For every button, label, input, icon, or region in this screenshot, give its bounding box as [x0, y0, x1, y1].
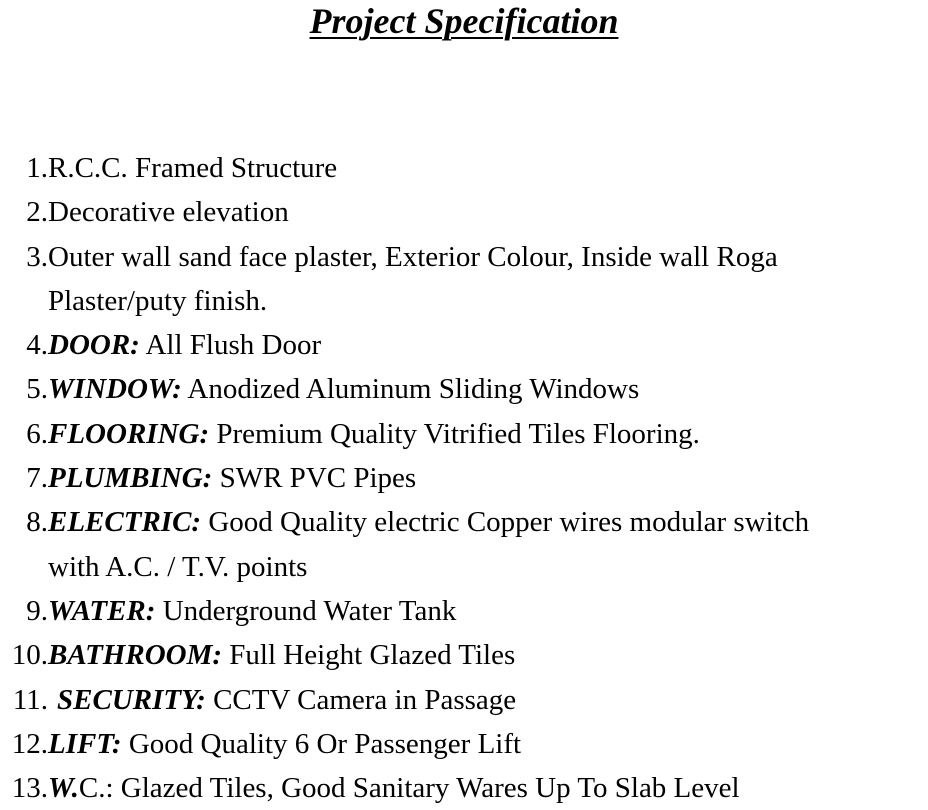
- item-text: Decorative elevation: [48, 196, 289, 229]
- list-item: [0, 766, 928, 810]
- list-item: [0, 589, 928, 633]
- item-text: R.C.C. Framed Structure: [48, 152, 338, 184]
- item-key: WINDOW:: [48, 373, 182, 406]
- item-number: 7.: [26, 462, 48, 495]
- item-key: LIFT:: [48, 727, 122, 760]
- item-text: C.: Glazed Tiles, Good Sanitary Wares Up To Slab Level: [78, 772, 740, 805]
- list-item: [0, 722, 928, 766]
- item-text-continued: with A.C. / T.V. points: [48, 550, 308, 583]
- item-key: W.: [48, 772, 79, 805]
- item-text: Outer wall sand face plaster, Exterior Colour, Inside wall Roga: [48, 240, 778, 273]
- list-item: [0, 456, 928, 500]
- item-key: SECURITY:: [57, 683, 206, 716]
- item-number: 11.: [12, 683, 48, 716]
- item-text: Underground Water Tank: [155, 594, 457, 627]
- specification-list: [0, 146, 928, 810]
- list-item: [0, 323, 928, 367]
- item-number: 1.: [26, 152, 48, 184]
- item-key: ELECTRIC:: [48, 506, 202, 539]
- item-text: All Flush Door: [139, 329, 322, 362]
- item-text-continued: Plaster/puty finish.: [48, 284, 268, 317]
- list-item: [0, 412, 928, 456]
- item-number: 6.: [26, 417, 48, 450]
- item-text: Premium Quality Vitrified Tiles Flooring.: [209, 417, 700, 450]
- item-number: 13.: [11, 772, 48, 805]
- item-key: PLUMBING:: [48, 462, 213, 495]
- list-item: [0, 678, 928, 722]
- item-text: Good Quality electric Copper wires modular switch: [201, 506, 810, 539]
- list-item: [0, 190, 928, 234]
- list-item: [0, 146, 928, 190]
- item-text: CCTV Camera in Passage: [205, 683, 517, 716]
- item-number: 10.: [11, 639, 48, 672]
- list-item: [0, 633, 928, 677]
- item-number: 3.: [26, 240, 48, 273]
- item-text: SWR PVC Pipes: [212, 462, 417, 495]
- item-number: 8.: [26, 506, 48, 539]
- list-item: [0, 500, 928, 589]
- item-number: 12.: [11, 727, 48, 760]
- list-item: [0, 367, 928, 411]
- item-text: Anodized Aluminum Sliding Windows: [181, 373, 640, 406]
- item-text: Full Height Glazed Tiles: [222, 639, 516, 672]
- item-number: 9.: [26, 594, 48, 627]
- page-title: Project Specification: [309, 1, 619, 41]
- item-number: 2.: [26, 196, 48, 229]
- item-key: BATHROOM:: [48, 639, 223, 672]
- item-number: 5.: [26, 373, 48, 406]
- item-text: Good Quality 6 Or Passenger Lift: [121, 727, 522, 760]
- item-key: FLOORING:: [48, 417, 210, 450]
- list-item: [0, 235, 928, 324]
- item-key: WATER:: [48, 594, 156, 627]
- item-number: 4.: [26, 329, 48, 362]
- item-key: DOOR:: [48, 329, 140, 362]
